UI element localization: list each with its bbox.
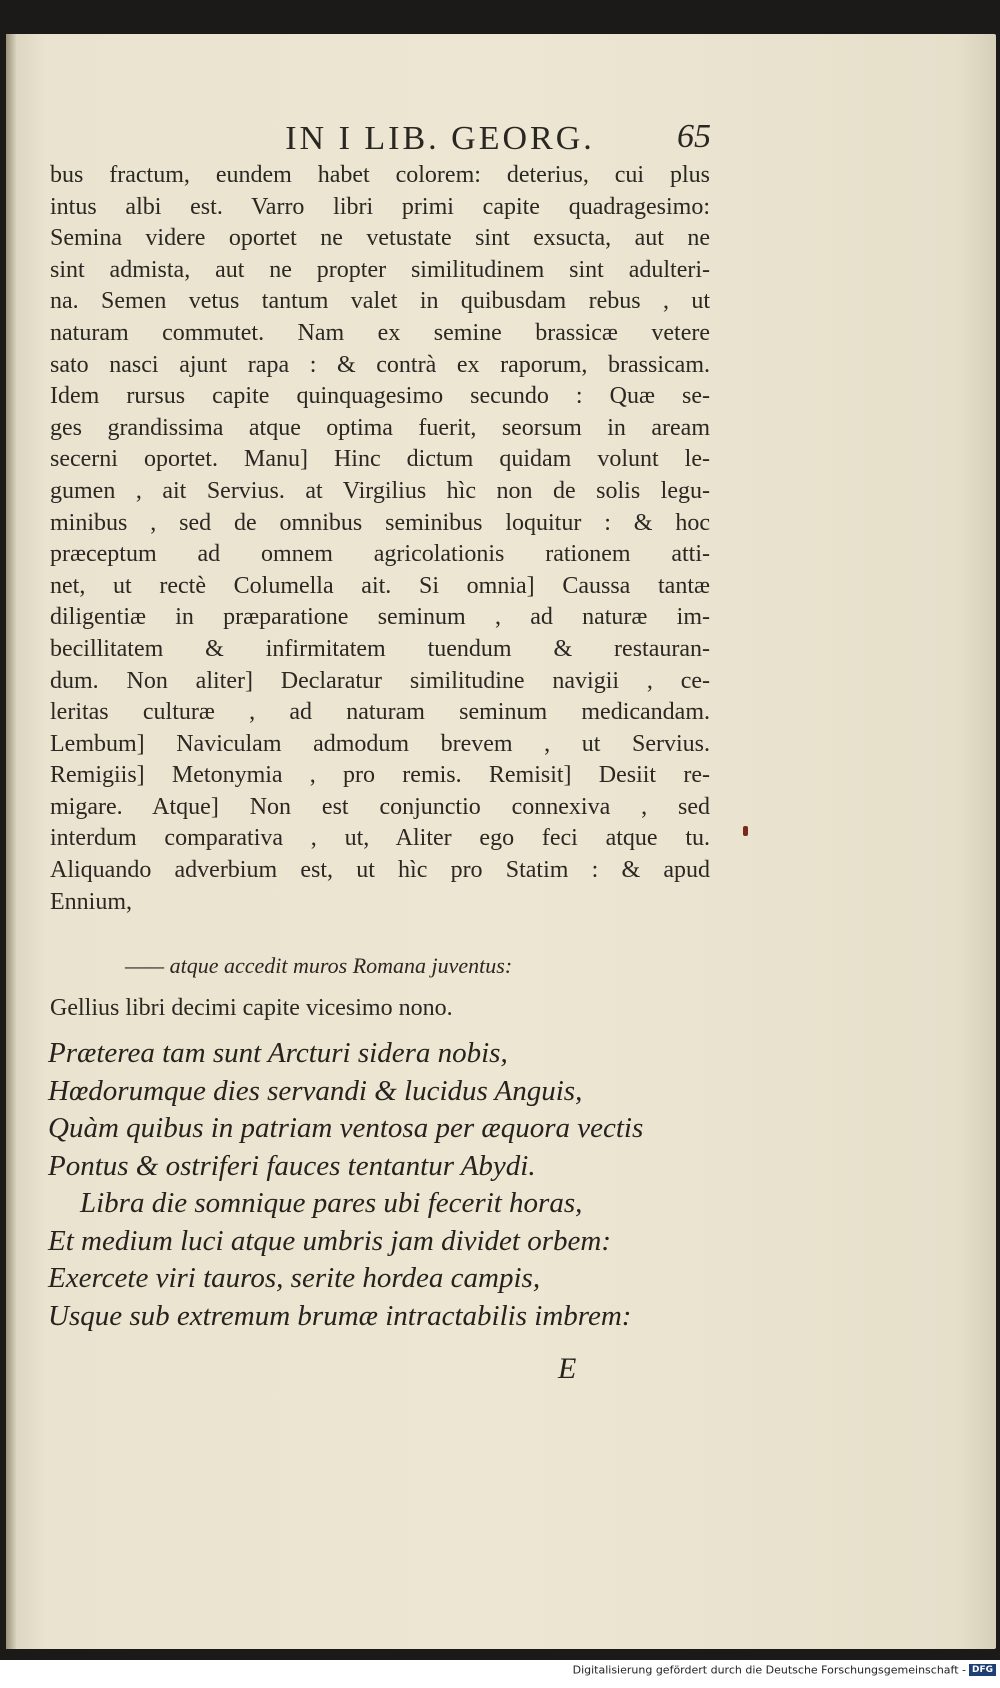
text-line: naturam commutet. Nam ex semine brassicæ vetere xyxy=(50,319,710,346)
gellius-reference: Gellius libri decimi capite vicesimo nono. xyxy=(50,995,453,1021)
text-line: interdum comparativa , ut, Aliter ego feci atque tu. xyxy=(50,825,710,852)
text-line: bus fractum, eundem habet colorem: deterius, cui plus xyxy=(50,162,710,188)
text-line: secerni oportet. Manu] Hinc dictum quidam volunt le- xyxy=(50,446,710,473)
text-line: na. Semen vetus tantum valet in quibusdam rebus , ut xyxy=(50,288,710,315)
text-line: net, ut rectè Columella ait. Si omnia] Caussa tantæ xyxy=(50,572,710,599)
text-line: præceptum ad omnem agricolationis rationem atti- xyxy=(50,541,710,568)
verse-line: Exercete viri tauros, serite hordea campis, xyxy=(48,1262,541,1294)
verse-line: Pontus & ostriferi fauces tentantur Abydi. xyxy=(48,1149,536,1182)
text-line: intus albi est. Varro libri primi capite quadragesimo: xyxy=(50,193,710,220)
text-line: becillitatem & infirmitatem tuendum & restauran- xyxy=(50,635,710,662)
margin-mark xyxy=(743,826,748,836)
text-line: Aliquando adverbium est, ut hìc pro Statim : & apud xyxy=(50,857,710,884)
catchword: E xyxy=(558,1352,577,1385)
text-line: Semina videre oportet ne vetustate sint exsucta, aut ne xyxy=(50,225,710,252)
verse-line: Præterea tam sunt Arcturi sidera nobis, xyxy=(48,1037,508,1069)
ennius-quotation: —— atque accedit muros Romana juventus: xyxy=(125,953,513,978)
text-line: leritas culturæ , ad naturam seminum medicandam. xyxy=(50,699,710,726)
verse-line: Usque sub extremum brumæ intractabilis imbrem: xyxy=(48,1299,632,1332)
footer-credit: Digitalisierung gefördert durch die Deutsche Forschungsgemeinschaft - xyxy=(572,1663,966,1677)
text-line: Ennium, xyxy=(50,888,132,915)
page-gutter-edge xyxy=(6,34,16,1649)
text-line: dum. Non aliter] Declaratur similitudine navigii , ce- xyxy=(50,667,710,694)
page-number: 65 xyxy=(677,118,711,155)
verse-line: Quàm quibus in patriam ventosa per æquora vectis xyxy=(48,1112,644,1144)
text-line: ges grandissima atque optima fuerit, seorsum in aream xyxy=(50,414,710,441)
verse-line: Libra die somnique pares ubi fecerit horas, xyxy=(80,1187,583,1219)
text-line: Idem rursus capite quinquagesimo secundo : Quæ se- xyxy=(50,383,710,410)
running-title: IN I LIB. GEORG. xyxy=(285,120,595,157)
verse-line: Et medium luci atque umbris jam dividet orbem: xyxy=(48,1224,611,1257)
dfg-logo-icon: DFG xyxy=(969,1664,996,1676)
text-line: migare. Atque] Non est conjunctio connexiva , sed xyxy=(50,793,710,820)
verse-line: Hœdorumque dies servandi & lucidus Anguis, xyxy=(48,1074,583,1107)
text-line: Remigiis] Metonymia , pro remis. Remisit] Desiit re- xyxy=(50,762,710,789)
commentary-text xyxy=(50,160,710,918)
verse-block xyxy=(48,1035,728,1335)
text-line: diligentiæ in præparatione seminum , ad naturæ im- xyxy=(50,604,710,631)
text-line: Lembum] Naviculam admodum brevem , ut Servius. xyxy=(50,730,710,757)
text-line: sato nasci ajunt rapa : & contrà ex raporum, brassicam. xyxy=(50,351,710,378)
digitization-footer xyxy=(0,1663,996,1685)
text-line: minibus , sed de omnibus seminibus loquitur : & hoc xyxy=(50,509,710,536)
text-line: sint admista, aut ne propter similitudinem sint adulteri- xyxy=(50,256,710,283)
text-line: gumen , ait Servius. at Virgilius hìc non de solis legu- xyxy=(50,477,710,504)
